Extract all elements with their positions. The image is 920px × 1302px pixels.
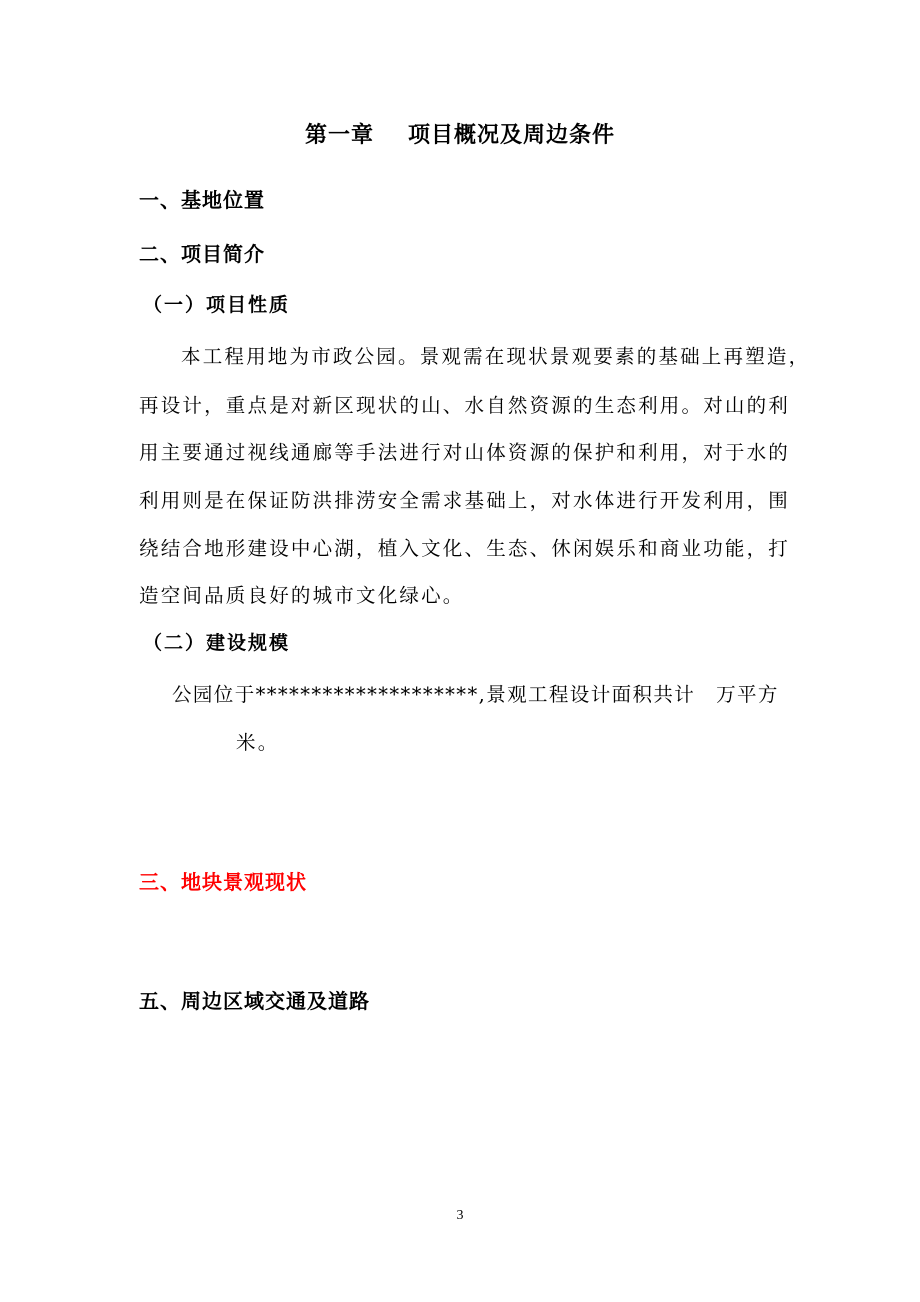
section-heading-site-location: 一、基地位置 [139,188,265,212]
chapter-name: 项目概况及周边条件 [408,123,616,148]
paragraph-line: 再设计，重点是对新区现状的山、水自然资源的生态利用。对山的利 [139,394,791,417]
scale-paragraph-line-1: 公园位于********************,景观工程设计面积共计 万平方 [172,683,779,706]
chapter-title [0,118,920,149]
subsection-heading-construction-scale: （二）建设规模 [143,632,291,654]
paragraph-line: 用主要通过视线通廊等手法进行对山体资源的保护和利用，对于水的 [139,441,791,464]
section-heading-project-intro: 二、项目简介 [139,242,265,266]
page-number: 3 [456,1208,464,1223]
paragraph-line: 利用则是在保证防洪排涝安全需求基础上，对水体进行开发利用，围 [139,489,791,512]
paragraph-line: 本工程用地为市政公园。景观需在现状景观要素的基础上再塑造， [181,345,811,368]
section-heading-landscape-status: 三、地块景观现状 [139,870,307,894]
subsection-heading-project-nature: （一）项目性质 [143,294,291,316]
scale-paragraph-line-2: 米。 [236,731,280,754]
paragraph-line: 造空间品质良好的城市文化绿心。 [139,584,465,607]
paragraph-line: 绕结合地形建设中心湖，植入文化、生态、休闲娱乐和商业功能，打 [139,537,791,560]
chapter-number: 第一章 [304,123,374,148]
section-heading-traffic-roads: 五、周边区域交通及道路 [139,989,370,1013]
